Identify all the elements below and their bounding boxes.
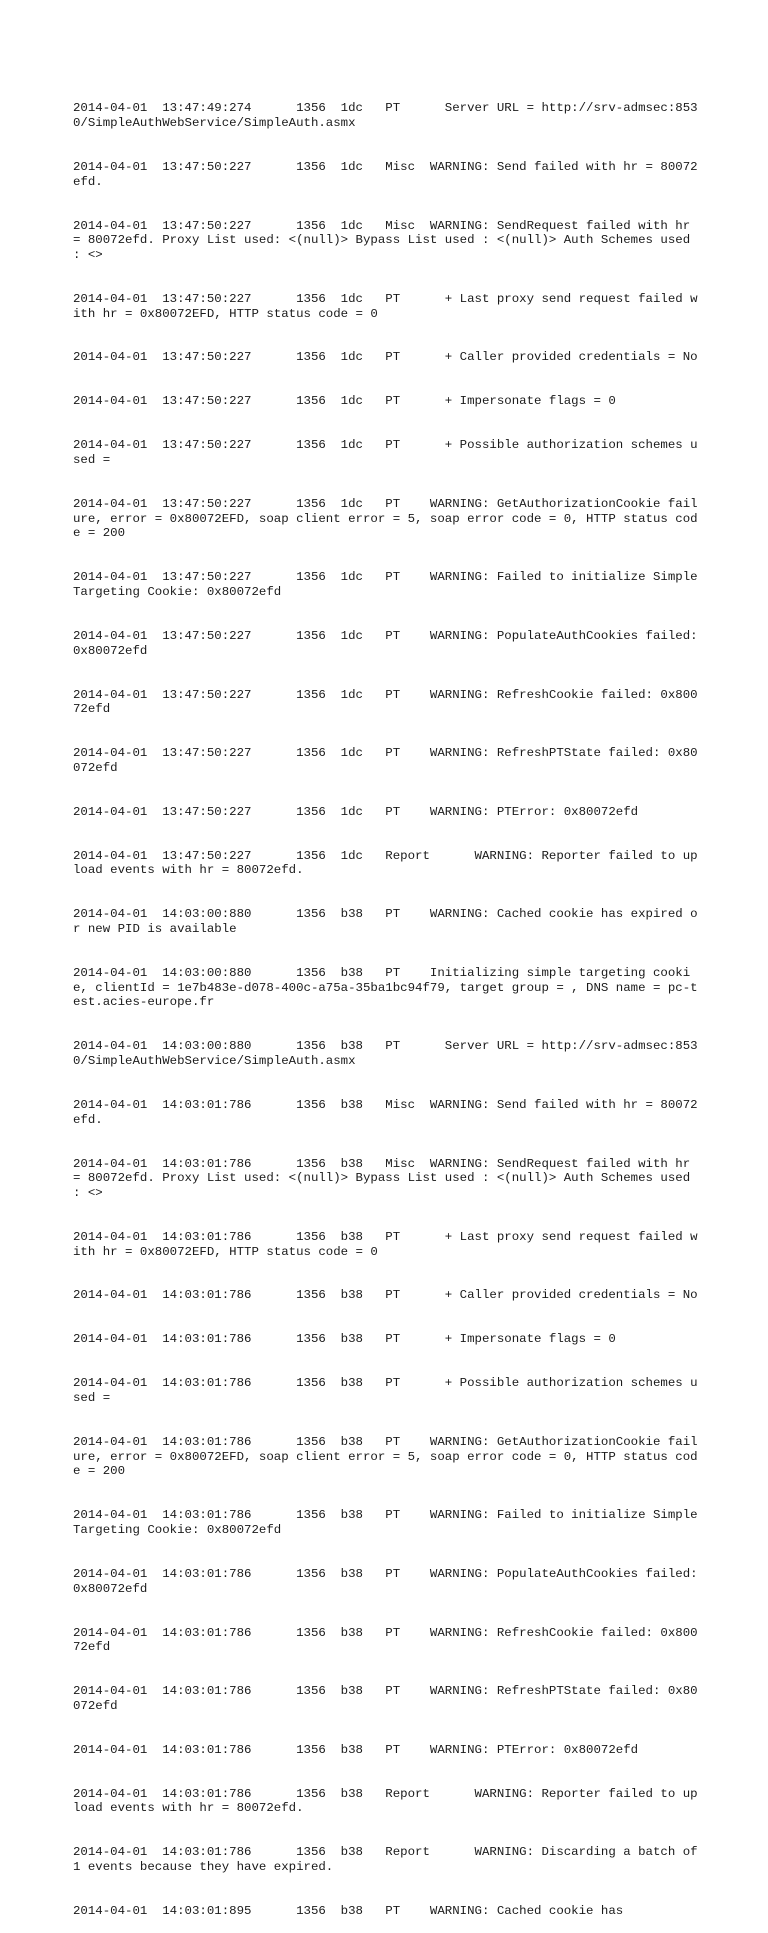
log-line: 2014-04-01 13:47:50:227 1356 1dc Misc WARNING: Send failed with hr = 80072efd. [73, 159, 698, 189]
log-line: 2014-04-01 14:03:01:786 1356 b38 PT WARNING: RefreshPTState failed: 0x80072efd [73, 1684, 698, 1713]
log-line: 2014-04-01 13:47:50:227 1356 1dc PT + Possible authorization schemes used = [73, 438, 698, 468]
log-line: 2014-04-01 13:47:50:227 1356 1dc Report WARNING: Reporter failed to upload events with hr = 80072efd. [73, 848, 698, 878]
log-line: 2014-04-01 14:03:01:786 1356 b38 PT + Last proxy send request failed with hr = 0x80072EFD, HTTP status code = 0 [73, 1229, 698, 1259]
log-line: 2014-04-01 13:47:50:227 1356 1dc PT WARNING: PTError: 0x80072efd [73, 804, 639, 819]
log-line: 2014-04-01 14:03:01:786 1356 b38 Report WARNING: Reporter failed to upload events with hr = 80072efd. [73, 1786, 698, 1816]
log-line: 2014-04-01 13:47:49:274 1356 1dc PT Server URL = http://srv-admsec:8530/SimpleAuthWebService/SimpleAuth.asmx [73, 101, 698, 130]
log-line: 2014-04-01 14:03:01:786 1356 b38 PT WARNING: GetAuthorizationCookie failure, error = 0x80072EFD, soap client error = 5, soap error code = 0, HTTP status code = 200 [73, 1435, 698, 1479]
log-line: 2014-04-01 14:03:01:786 1356 b38 PT + Possible authorization schemes used = [73, 1376, 698, 1406]
log-line: 2014-04-01 14:03:00:880 1356 b38 PT Initializing simple targeting cookie, clientId = 1e7b483e-d078-400c-a75a-35ba1bc94f79, target group = , DNS name = pc-test.acies-europe.fr [73, 966, 698, 1010]
log-line: 2014-04-01 14:03:01:786 1356 b38 PT WARNING: PopulateAuthCookies failed: 0x80072efd [73, 1566, 706, 1596]
log-line: 2014-04-01 13:47:50:227 1356 1dc PT WARNING: RefreshPTState failed: 0x80072efd [73, 746, 698, 775]
log-line: 2014-04-01 13:47:50:227 1356 1dc PT + Impersonate flags = 0 [73, 394, 616, 409]
log-line: 2014-04-01 13:47:50:227 1356 1dc PT WARNING: PopulateAuthCookies failed: 0x80072efd [73, 628, 706, 658]
log-line: 2014-04-01 13:47:50:227 1356 1dc PT + Caller provided credentials = No [73, 350, 698, 365]
log-line: 2014-04-01 14:03:01:895 1356 b38 PT WARNING: Cached cookie has [73, 1904, 624, 1919]
log-line: 2014-04-01 13:47:50:227 1356 1dc PT WARNING: GetAuthorizationCookie failure, error = 0x80072EFD, soap client error = 5, soap error code = 0, HTTP status code = 200 [73, 497, 698, 541]
log-line: 2014-04-01 14:03:01:786 1356 b38 Misc WARNING: Send failed with hr = 80072efd. [73, 1097, 698, 1127]
log-line: 2014-04-01 14:03:01:786 1356 b38 PT WARNING: RefreshCookie failed: 0x80072efd [73, 1625, 698, 1655]
log-line: 2014-04-01 14:03:01:786 1356 b38 PT WARNING: PTError: 0x80072efd [73, 1742, 639, 1757]
log-line: 2014-04-01 14:03:00:880 1356 b38 PT WARNING: Cached cookie has expired or new PID is available [73, 907, 698, 937]
log-line: 2014-04-01 14:03:01:786 1356 b38 PT + Impersonate flags = 0 [73, 1332, 616, 1347]
log-line: 2014-04-01 14:03:01:786 1356 b38 Misc WARNING: SendRequest failed with hr = 80072efd. Proxy List used: <(null)> Bypass List used : <(null)> Auth Schemes used : <> [73, 1156, 698, 1200]
log-line: 2014-04-01 14:03:01:786 1356 b38 PT + Caller provided credentials = No [73, 1288, 698, 1303]
log-line: 2014-04-01 14:03:00:880 1356 b38 PT Server URL = http://srv-admsec:8530/SimpleAuthWebService/SimpleAuth.asmx [73, 1039, 698, 1068]
log-line: 2014-04-01 13:47:50:227 1356 1dc Misc WARNING: SendRequest failed with hr = 80072efd. Proxy List used: <(null)> Bypass List used : <(null)> Auth Schemes used : <> [73, 218, 698, 262]
log-line: 2014-04-01 13:47:50:227 1356 1dc PT + Last proxy send request failed with hr = 0x80072EFD, HTTP status code = 0 [73, 291, 698, 321]
log-line: 2014-04-01 14:03:01:786 1356 b38 PT WARNING: Failed to initialize Simple Targeting Cookie: 0x80072efd [73, 1508, 706, 1537]
log-document [73, 72, 706, 1933]
log-line: 2014-04-01 14:03:01:786 1356 b38 Report WARNING: Discarding a batch of 1 events because they have expired. [73, 1845, 706, 1875]
log-line: 2014-04-01 13:47:50:227 1356 1dc PT WARNING: RefreshCookie failed: 0x80072efd [73, 687, 698, 717]
log-line: 2014-04-01 13:47:50:227 1356 1dc PT WARNING: Failed to initialize Simple Targeting Cookie: 0x80072efd [73, 570, 706, 599]
